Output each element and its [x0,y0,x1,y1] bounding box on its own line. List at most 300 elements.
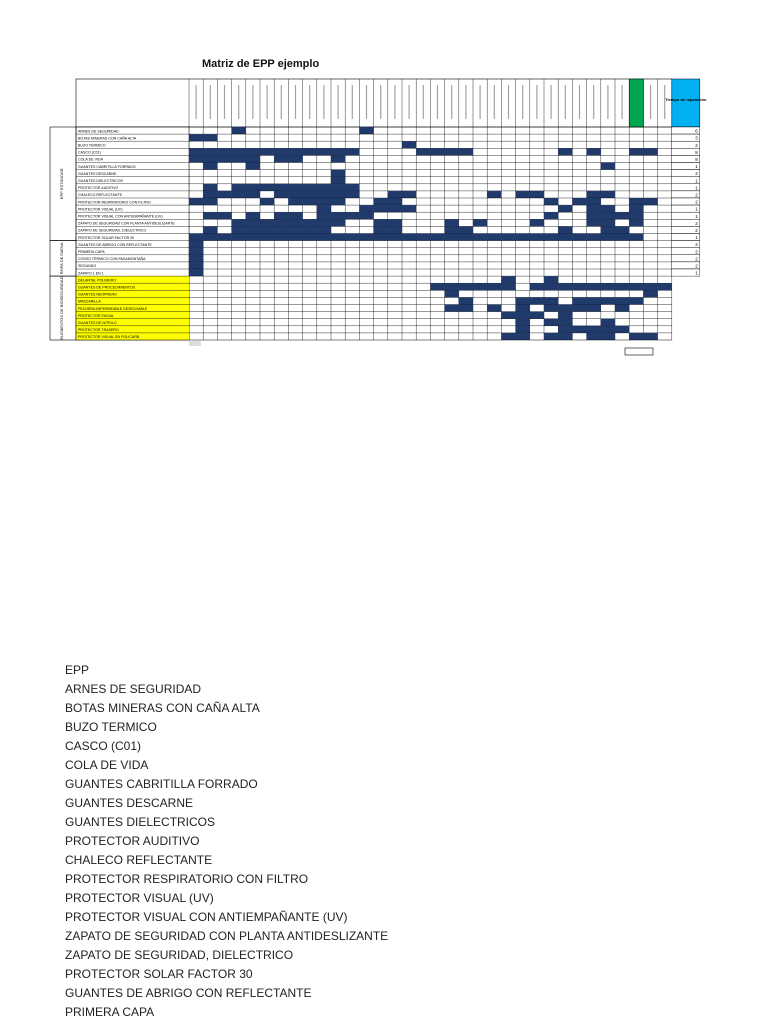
row-label: PRIMERA CAPA [78,250,105,254]
filled-cell [587,191,601,198]
filled-cell [629,283,643,290]
filled-cell [416,148,430,155]
filled-cell [203,184,217,191]
count-value: 2 [695,263,698,269]
filled-cell [303,226,317,233]
filled-cell [331,219,345,226]
filled-cell [430,234,444,241]
column-header-mark [664,85,665,119]
filled-cell [317,148,331,155]
filled-cell [544,305,558,312]
filled-cell [203,148,217,155]
filled-cell [445,290,459,297]
filled-cell [331,170,345,177]
filled-cell [587,283,601,290]
filled-cell [572,305,586,312]
count-value: 2 [695,242,698,248]
list-item: GUANTES CABRITILLA FORRADO [65,777,258,791]
filled-cell [558,226,572,233]
filled-cell [587,333,601,340]
filled-cell [274,184,288,191]
filled-cell [203,134,217,141]
column-header-mark [551,85,552,119]
count-value: 1 [695,213,698,219]
filled-cell [359,205,373,212]
filled-cell [501,283,515,290]
list-item: BUZO TERMICO [65,720,157,734]
filled-cell [274,191,288,198]
filled-cell [587,219,601,226]
filled-cell [303,184,317,191]
count-value: 1 [695,235,698,241]
filled-cell [288,219,302,226]
row-label: PROTECTOR AUDITIVO [78,186,119,191]
filled-cell [374,226,388,233]
filled-cell [189,148,203,155]
filled-cell [544,333,558,340]
epp-list [65,661,388,1022]
row-label: BUZO TERMICO [78,143,106,148]
filled-cell [473,234,487,241]
filled-cell [232,184,246,191]
list-item: PROTECTOR SOLAR FACTOR 30 [65,967,253,981]
filled-cell [388,191,402,198]
row-label: PROTECTOR RESPIRATORIO CON FILTRO [78,200,151,205]
filled-cell [402,141,416,148]
filled-cell [331,212,345,219]
filled-cell [274,226,288,233]
row-label: ZAPATO DE SEGURIDAD, DIELECTRICO [78,228,147,233]
count-value: 2 [695,171,698,177]
filled-cell [189,248,203,255]
filled-cell [601,333,615,340]
row-label: PROTECTOR VISUAL (UV) [78,207,123,212]
filled-cell [587,234,601,241]
row-label: MASCARILLA [78,299,101,304]
filled-cell [516,305,530,312]
filled-cell [288,155,302,162]
filled-cell [601,326,615,333]
filled-cell [274,219,288,226]
filled-cell [246,234,260,241]
filled-cell [544,276,558,283]
row-label: BOTAS MINERAS CON CAÑA ALTA [78,136,137,141]
filled-cell [331,184,345,191]
filled-cell [516,312,530,319]
filled-cell [288,212,302,219]
list-items [65,680,388,1022]
filled-cell [601,297,615,304]
filled-cell [331,191,345,198]
count-value: 2 [695,256,698,262]
filled-cell [232,234,246,241]
row-label: SEGUNDO [78,264,97,269]
row-label: PROTECTOR FACIAL [78,313,114,318]
filled-cell [203,198,217,205]
count-value: 2 [695,228,698,233]
filled-cell [615,212,629,219]
column-header-mark [565,85,566,119]
filled-cell [544,297,558,304]
filled-cell [459,234,473,241]
filled-cell [189,198,203,205]
filled-cell [615,226,629,233]
group-label: EPP ESTÁNDAR [59,168,64,200]
list-item: COLA DE VIDA [65,758,149,772]
header-last-label: Tiempo de reposición [665,97,707,102]
filled-cell [601,226,615,233]
list-item: PROTECTOR VISUAL (UV) [65,891,214,905]
list-item: ARNES DE SEGURIDAD [65,682,202,696]
list-item: BOTAS MINERAS CON CAÑA ALTA [65,701,260,715]
filled-cell [232,219,246,226]
filled-cell [189,255,203,262]
filled-cell [601,163,615,170]
filled-cell [288,226,302,233]
filled-cell [572,297,586,304]
filled-cell [303,198,317,205]
column-header-mark [465,85,466,119]
filled-cell [274,155,288,162]
row-label: CASCO (C01) [78,150,101,155]
filled-cell [530,234,544,241]
column-header-mark [423,85,424,119]
filled-cell [331,148,345,155]
filled-cell [558,305,572,312]
filled-cell [558,326,572,333]
column-header-mark [323,85,324,119]
filled-cell [558,283,572,290]
filled-cell [587,198,601,205]
filled-cell [203,234,217,241]
count-value: 1 [695,270,698,276]
column-header-mark [281,85,282,119]
filled-cell [430,148,444,155]
filled-cell [516,319,530,326]
filled-cell [331,177,345,184]
filled-cell [203,155,217,162]
filled-cell [501,234,515,241]
count-value: 1 [695,178,698,184]
list-item: GUANTES DE ABRIGO CON REFLECTANTE [65,986,312,1000]
filled-cell [587,297,601,304]
filled-cell [445,283,459,290]
filled-cell [615,305,629,312]
filled-cell [203,191,217,198]
filled-cell [189,262,203,269]
filled-cell [487,305,501,312]
row-label: ZAPATO DE SEGURIDAD CON PLANTA ANTIDESLIZANTE [78,221,175,226]
list-item: ZAPATO DE SEGURIDAD CON PLANTA ANTIDESLIZANTE [65,929,389,943]
filled-cell [501,312,515,319]
filled-cell [445,148,459,155]
row-label: ZAPATO 1 EN 1 [78,271,104,276]
page-title: Matriz de EPP ejemplo [202,58,320,70]
filled-cell [516,333,530,340]
filled-cell [189,241,203,248]
row-label: GUANTES DE NITRILO [78,321,117,325]
filled-cell [317,234,331,241]
column-header-mark [338,85,339,119]
filled-cell [217,148,231,155]
filled-cell [416,234,430,241]
filled-cell [374,198,388,205]
filled-cell [572,283,586,290]
filled-cell [587,205,601,212]
filled-cell [303,219,317,226]
filled-cell [317,184,331,191]
filled-cell [629,198,643,205]
filled-cell [629,205,643,212]
filled-cell [345,148,359,155]
header-blue-cell [672,79,700,127]
filled-cell [643,148,657,155]
filled-cell [345,212,359,219]
filled-cell [601,212,615,219]
count-value: 1 [695,164,698,170]
count-value: 2 [695,192,698,198]
filled-cell [572,234,586,241]
column-header-mark [579,85,580,119]
filled-cell [246,219,260,226]
list-item: GUANTES DESCARNE [65,796,194,810]
filled-cell [359,234,373,241]
filled-cell [544,319,558,326]
filled-cell [615,234,629,241]
filled-cell [232,127,246,134]
filled-cell [203,212,217,219]
row-label: PROTECTOR SOLAR FACTOR 30 [78,235,135,240]
filled-cell [345,184,359,191]
filled-cell [217,212,231,219]
filled-cell [445,219,459,226]
column-header-mark [451,85,452,119]
filled-cell [459,283,473,290]
column-header-mark [210,85,211,119]
column-header-mark [252,85,253,119]
filled-cell [629,234,643,241]
filled-cell [317,212,331,219]
filled-cell [217,234,231,241]
row-label: PROTECTOR VISUAL EN POLICARB [78,335,140,340]
filled-cell [558,148,572,155]
filled-cell [331,198,345,205]
count-value: 2 [695,199,698,205]
filled-cell [459,148,473,155]
list-item: GUANTES DIELECTRICOS [65,815,216,829]
filled-cell [317,226,331,233]
filled-cell [445,226,459,233]
column-header-mark [352,85,353,119]
filled-cell [516,191,530,198]
column-header-mark [394,85,395,119]
column-header-mark [494,85,495,119]
filled-cell [260,198,274,205]
list-item: PROTECTOR RESPIRATORIO CON FILTRO [65,872,309,886]
filled-cell [558,319,572,326]
group-label: ROPA DE FAENA [59,242,64,275]
filled-cell [487,191,501,198]
filled-cell [601,283,615,290]
column-header-mark [366,85,367,119]
filled-cell [189,269,203,276]
row-label: COLA DE VIDA [78,157,103,162]
filled-cell [317,198,331,205]
list-item: PRIMERA CAPA [65,1005,155,1019]
filled-cell [402,191,416,198]
filled-cell [189,155,203,162]
column-header-mark [622,85,623,119]
filled-cell [516,297,530,304]
filled-cell [232,226,246,233]
filled-cell [459,305,473,312]
filled-cell [317,219,331,226]
filled-cell [359,127,373,134]
filled-cell [445,234,459,241]
column-header-mark [409,85,410,119]
filled-cell [530,283,544,290]
row-label: CHALECO REFLECTANTE [78,193,123,198]
filled-cell [303,234,317,241]
filled-cell [246,191,260,198]
filled-cell [374,205,388,212]
filled-cell [544,283,558,290]
filled-cell [516,234,530,241]
filled-cell [402,205,416,212]
filled-cell [615,326,629,333]
filled-cell [629,333,643,340]
list-item: CASCO (C01) [65,739,142,753]
count-value: 8 [695,149,698,155]
filled-cell [246,155,260,162]
row-label: GUANTES CABRITILLA FORRADO [78,164,136,169]
filled-cell [473,219,487,226]
list-item: ZAPATO DE SEGURIDAD, DIELECTRICO [65,948,294,962]
filled-cell [288,148,302,155]
filled-cell [601,319,615,326]
filled-cell [587,148,601,155]
column-header-mark [536,85,537,119]
filled-cell [274,148,288,155]
filled-cell [459,226,473,233]
column-header-mark [480,85,481,119]
epp-matrix [0,0,768,360]
column-header-mark [267,85,268,119]
column-header-mark [238,85,239,119]
count-value: 3 [695,135,698,141]
column-header-mark [309,85,310,119]
footer-box [625,348,653,355]
filled-cell [558,312,572,319]
column-header-mark [295,85,296,119]
filled-cell [544,212,558,219]
filled-cell [388,198,402,205]
filled-cell [388,219,402,226]
row-label: COSSO TÉRMICO CON PASAMONTAÑA [78,257,146,262]
list-item: CHALECO REFLECTANTE [65,853,213,867]
filled-cell [232,148,246,155]
filled-cell [643,333,657,340]
filled-cell [601,219,615,226]
filled-cell [402,234,416,241]
filled-cell [331,155,345,162]
column-header-mark [607,85,608,119]
column-header-mark [593,85,594,119]
filled-cell [558,234,572,241]
filled-cell [260,234,274,241]
count-value: 2 [695,220,698,226]
filled-cell [274,234,288,241]
filled-cell [530,191,544,198]
count-value: 2 [695,142,698,148]
filled-cell [601,234,615,241]
filled-cell [345,234,359,241]
filled-cell [388,205,402,212]
filled-cell [260,219,274,226]
filled-cell [544,198,558,205]
filled-cell [388,234,402,241]
filled-cell [217,191,231,198]
filled-cell [317,205,331,212]
filled-cell [203,163,217,170]
filled-cell [288,198,302,205]
group-label: ELEMENTOS DE BIOSEGURIDAD [59,276,64,340]
filled-cell [246,212,260,219]
filled-cell [246,226,260,233]
count-value: 8 [695,157,698,162]
filled-cell [501,333,515,340]
list-item: PROTECTOR VISUAL CON ANTIEMPAÑANTE (UV) [65,910,348,924]
column-header-mark [380,85,381,119]
row-label: GUANTES NEOPRENO [78,292,117,297]
count-value: 2 [695,249,698,255]
filled-cell [487,283,501,290]
filled-cell [643,290,657,297]
filled-cell [317,191,331,198]
filled-cell [544,234,558,241]
row-label: GUANTES DIELECTRICOS [78,179,123,183]
filled-cell [359,212,373,219]
filled-cell [345,191,359,198]
filled-cell [643,283,657,290]
header-band [76,79,672,127]
filled-cell [629,212,643,219]
column-header-mark [196,85,197,119]
filled-cell [288,234,302,241]
row-label: PROTECTOR TRASERO [78,328,119,333]
filled-cell [587,326,601,333]
filled-cell [473,283,487,290]
filled-cell [203,226,217,233]
count-value: 1 [695,206,698,212]
filled-cell [189,134,203,141]
filled-cell [615,297,629,304]
footer-swatch [189,341,201,346]
filled-cell [246,163,260,170]
filled-cell [217,155,231,162]
row-label: PECHERA IMPERMEABLE DESECHABLE [78,306,148,311]
list-item: PROTECTOR AUDITIVO [65,834,200,848]
filled-cell [643,198,657,205]
filled-cell [303,191,317,198]
filled-cell [487,234,501,241]
row-label: GUANTES DE ABRIGO CON REFLECTANTE [78,242,152,247]
filled-cell [629,219,643,226]
filled-cell [615,283,629,290]
row-label: GUANTES DE PROCEDIMIENTOS [78,285,136,290]
filled-cell [260,184,274,191]
row-label: ARNES DE SEGURIDAD [78,129,119,134]
